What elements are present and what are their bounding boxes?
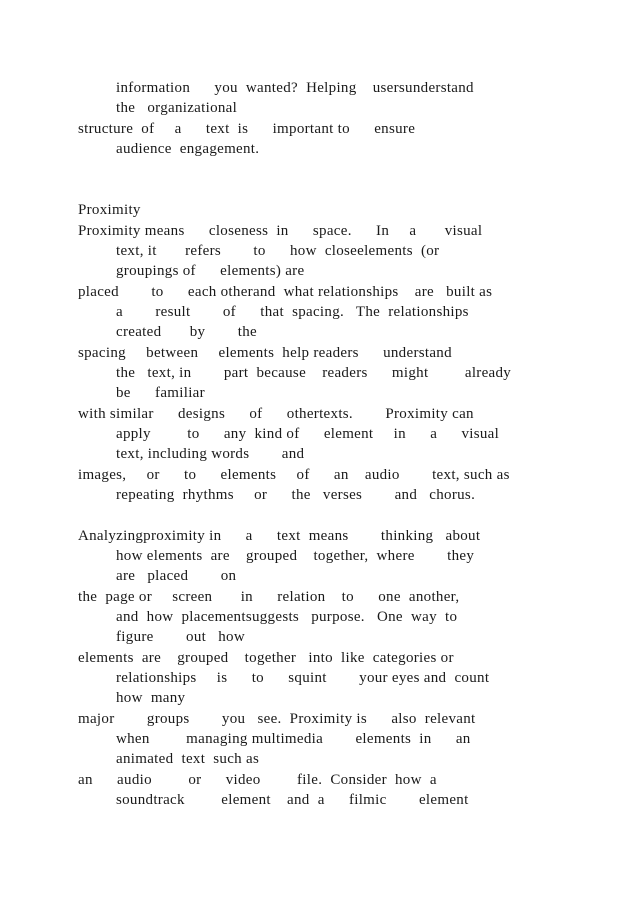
text-line: elements are grouped together into like categories or	[78, 650, 454, 666]
text-line: figure out how	[116, 629, 245, 645]
text-line: are placed on	[116, 568, 237, 584]
text-line: a result of that spacing. The relationships	[116, 304, 469, 320]
text-line: images, or to elements of an audio text, such as	[78, 467, 510, 483]
text-line: audience engagement.	[116, 141, 260, 157]
text-line: Analyzingproximity in a text means thinking about	[78, 528, 481, 544]
text-line: Proximity means closeness in space. In a visual	[78, 223, 483, 239]
text-line: the page or screen in relation to one another,	[78, 589, 460, 605]
text-line: apply to any kind of element in a visual	[116, 426, 500, 442]
text-line: be familiar	[116, 385, 205, 401]
text-line: text, it refers to how closeelements (or	[116, 243, 440, 259]
text-line: how elements are grouped together, where they	[116, 548, 475, 564]
text-line: when managing multimedia elements in an	[116, 731, 471, 747]
text-line: relationships is to squint your eyes and count	[116, 670, 490, 686]
text-line: the organizational	[116, 100, 238, 116]
text-line: created by the	[116, 324, 257, 340]
text-line: repeating rhythms or the verses and chorus.	[116, 487, 476, 503]
text-line: an audio or video file. Consider how a	[78, 772, 437, 788]
text-line: and how placementsuggests purpose. One way to	[116, 609, 458, 625]
text-line: information you wanted? Helping usersunderstand	[116, 80, 474, 96]
text-line: how many	[116, 690, 186, 706]
section-heading: Proximity	[78, 202, 141, 218]
text-line: spacing between elements help readers understand	[78, 345, 452, 361]
text-line: structure of a text is important to ensure	[78, 121, 416, 137]
text-line: placed to each otherand what relationships are built as	[78, 284, 493, 300]
text-line: major groups you see. Proximity is also relevant	[78, 711, 476, 727]
text-line: text, including words and	[116, 446, 305, 462]
text-line: animated text such as	[116, 751, 260, 767]
text-line: groupings of elements) are	[116, 263, 305, 279]
text-line: the text, in part because readers might already	[116, 365, 512, 381]
text-line: soundtrack element and a filmic element	[116, 792, 469, 808]
text-line: with similar designs of othertexts. Proximity can	[78, 406, 474, 422]
